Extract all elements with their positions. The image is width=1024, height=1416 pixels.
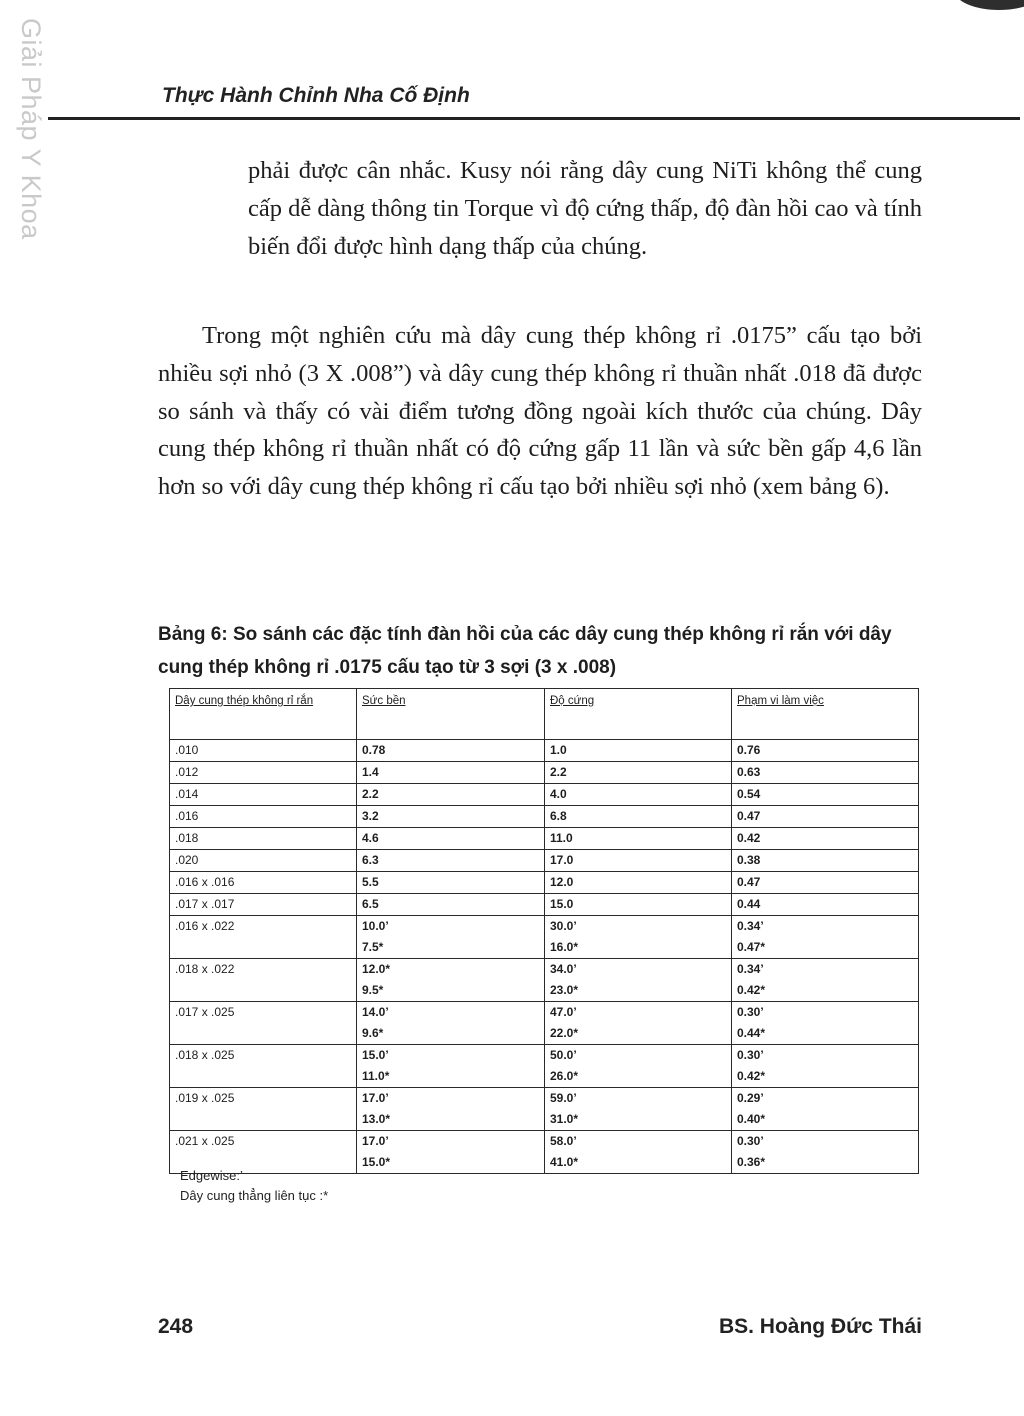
cell-value: 0.42 [737, 831, 761, 845]
table-cell-range [732, 1002, 919, 1045]
table-cell-wire: .018 x .022 [170, 959, 357, 1002]
table-cell-range [732, 959, 919, 1002]
cell-value: 0.34’ [737, 962, 764, 976]
table-cell-stiffness [545, 850, 732, 872]
table-cell-range [732, 806, 919, 828]
table-cell-strength [357, 1045, 545, 1088]
table-notes [180, 1166, 328, 1206]
table-cell-stiffness [545, 828, 732, 850]
cell-value: 0.76 [737, 743, 761, 757]
table-cell-wire: .021 x .025 [170, 1131, 357, 1174]
header-rule [48, 117, 1020, 120]
cell-value: 0.42* [737, 1069, 766, 1083]
cell-value: 50.0’ [550, 1048, 577, 1062]
table-cell-range [732, 828, 919, 850]
cell-value: 15.0 [550, 897, 574, 911]
table-header-row [170, 689, 919, 740]
table-row [170, 762, 919, 784]
table-caption: Bảng 6: So sánh các đặc tính đàn hồi của các dây cung thép không rỉ rắn với dây cung thép không rỉ .0175 cấu tạo từ 3 sợi (3 x .008) [158, 624, 892, 678]
footer-author: BS. Hoàng Đức Thái [718, 1315, 922, 1338]
cell-value: 0.29’ [737, 1091, 764, 1105]
cell-value: 12.0 [550, 875, 574, 889]
table-cell-range [732, 850, 919, 872]
cell-value: 31.0* [550, 1112, 579, 1126]
table-cell-stiffness [545, 916, 732, 959]
table-cell-range [732, 762, 919, 784]
table-row [170, 1088, 919, 1131]
cell-value: 0.44* [737, 1026, 766, 1040]
cell-value: 0.38 [737, 853, 761, 867]
table-cell-strength [357, 850, 545, 872]
cell-value: 0.47* [737, 940, 766, 954]
table-cell-wire: .017 x .017 [170, 894, 357, 916]
table-cell-strength [357, 1088, 545, 1131]
table-cell-wire: .010 [170, 740, 357, 762]
table-cell-stiffness [545, 1131, 732, 1174]
table-cell-stiffness [545, 1088, 732, 1131]
header-range: Phạm vi làm việc [732, 689, 919, 740]
cell-value: 17.0’ [362, 1134, 389, 1148]
table-cell-range [732, 872, 919, 894]
table-row [170, 916, 919, 959]
cell-value: 15.0’ [362, 1048, 389, 1062]
cell-value: 11.0 [550, 831, 573, 845]
cell-value: 22.0* [550, 1026, 579, 1040]
table-cell-strength [357, 894, 545, 916]
table-cell-strength [357, 1131, 545, 1174]
cell-value: 4.0 [550, 787, 567, 801]
cell-value: 47.0’ [550, 1005, 577, 1019]
table-cell-wire: .019 x .025 [170, 1088, 357, 1131]
header-stiffness: Độ cứng [545, 689, 732, 740]
cell-value: 10.0’ [362, 919, 389, 933]
cell-value: 0.30’ [737, 1005, 764, 1019]
table-row [170, 806, 919, 828]
cell-value: 9.6* [362, 1026, 384, 1040]
cell-value: 0.36* [737, 1155, 766, 1169]
table-cell-stiffness [545, 1045, 732, 1088]
table-cell-stiffness [545, 740, 732, 762]
cell-value: 1.4 [362, 765, 379, 779]
table-cell-wire: .018 [170, 828, 357, 850]
cell-value: 6.5 [362, 897, 379, 911]
paragraph-continued: phải được cân nhắc. Kusy nói rằng dây cung NiTi không thể cung cấp dễ dàng thông tin Torque vì độ cứng thấp, độ đàn hồi cao và tính biến đổi được hình dạng thấp của chúng. [248, 157, 922, 260]
table-row [170, 850, 919, 872]
table-cell-wire: .017 x .025 [170, 1002, 357, 1045]
cell-value: 17.0 [550, 853, 574, 867]
cell-value: 41.0* [550, 1155, 579, 1169]
table-cell-stiffness [545, 872, 732, 894]
note-straight-wire: Dây cung thẳng liên tục :* [180, 1188, 329, 1203]
cell-value: 59.0’ [550, 1091, 577, 1105]
table-cell-range [732, 894, 919, 916]
table-cell-stiffness [545, 1002, 732, 1045]
header-wire: Dây cung thép không rỉ rắn [170, 689, 357, 740]
page-number: 248 [158, 1315, 194, 1338]
cell-value: 0.40* [737, 1112, 766, 1126]
table-cell-wire: .016 x .016 [170, 872, 357, 894]
cell-value: 6.8 [550, 809, 567, 823]
table-row [170, 959, 919, 1002]
table-cell-stiffness [545, 894, 732, 916]
header-strength: Sức bền [357, 689, 545, 740]
cell-value: 5.5 [362, 875, 379, 889]
cell-value: 13.0* [362, 1112, 391, 1126]
paragraph-main: Trong một nghiên cứu mà dây cung thép không rỉ .0175” cấu tạo bởi nhiều sợi nhỏ (3 X .008”) và dây cung thép không rỉ thuần nhất .018 đã được so sánh và thấy có vài điểm tương đồng ngoài kích thước của chúng. Dây cung thép không rỉ thuần nhất có độ cứng gấp 11 lần và sức bền gấp 4,6 lần hơn so với dây cung thép không rỉ cấu tạo bởi nhiều sợi nhỏ (xem bảng 6). [158, 322, 922, 501]
table-row [170, 740, 919, 762]
cell-value: 7.5* [362, 940, 384, 954]
cell-value: 12.0* [362, 962, 391, 976]
cell-value: 14.0’ [362, 1005, 389, 1019]
cell-value: 6.3 [362, 853, 379, 867]
cell-value: 0.30’ [737, 1048, 764, 1062]
table-cell-strength [357, 740, 545, 762]
table-cell-range [732, 916, 919, 959]
table-cell-range [732, 784, 919, 806]
table-cell-strength [357, 916, 545, 959]
cell-value: 11.0* [362, 1069, 390, 1083]
wire-properties-table [169, 688, 919, 1174]
table-row [170, 1045, 919, 1088]
table-row [170, 784, 919, 806]
table-row [170, 872, 919, 894]
table-cell-wire: .016 [170, 806, 357, 828]
table-cell-wire: .020 [170, 850, 357, 872]
cell-value: 0.54 [737, 787, 761, 801]
cell-value: 0.63 [737, 765, 761, 779]
table-cell-stiffness [545, 959, 732, 1002]
table-cell-range [732, 1131, 919, 1174]
cell-value: 0.47 [737, 875, 761, 889]
cell-value: 1.0 [550, 743, 567, 757]
cell-value: 4.6 [362, 831, 379, 845]
note-edgewise: Edgewise:’ [180, 1168, 243, 1183]
table-cell-range [732, 1088, 919, 1131]
table-cell-wire: .014 [170, 784, 357, 806]
table-row [170, 828, 919, 850]
table-cell-stiffness [545, 784, 732, 806]
cell-value: 30.0’ [550, 919, 577, 933]
cell-value: 3.2 [362, 809, 379, 823]
cell-value: 15.0* [362, 1155, 391, 1169]
table-body [170, 740, 919, 1174]
table-cell-strength [357, 806, 545, 828]
cell-value: 58.0’ [550, 1134, 577, 1148]
table-row [170, 894, 919, 916]
cell-value: 34.0’ [550, 962, 577, 976]
corner-scan-shadow [954, 0, 1024, 10]
table-cell-stiffness [545, 762, 732, 784]
watermark: Giải Pháp Y Khoa [16, 18, 46, 240]
table-cell-wire: .016 x .022 [170, 916, 357, 959]
cell-value: 0.34’ [737, 919, 764, 933]
table-cell-range [732, 740, 919, 762]
cell-value: 16.0* [550, 940, 579, 954]
table-cell-strength [357, 828, 545, 850]
table-cell-wire: .018 x .025 [170, 1045, 357, 1088]
cell-value: 26.0* [550, 1069, 579, 1083]
table-cell-range [732, 1045, 919, 1088]
cell-value: 0.47 [737, 809, 761, 823]
cell-value: 9.5* [362, 983, 384, 997]
cell-value: 2.2 [550, 765, 567, 779]
table-cell-strength [357, 1002, 545, 1045]
cell-value: 0.78 [362, 743, 386, 757]
table-cell-strength [357, 872, 545, 894]
cell-value: 23.0* [550, 983, 579, 997]
cell-value: 17.0’ [362, 1091, 389, 1105]
table-cell-wire: .012 [170, 762, 357, 784]
table-cell-stiffness [545, 806, 732, 828]
table-row [170, 1002, 919, 1045]
running-header: Thực Hành Chỉnh Nha Cố Định [162, 84, 470, 107]
cell-value: 2.2 [362, 787, 379, 801]
table-cell-strength [357, 784, 545, 806]
cell-value: 0.44 [737, 897, 761, 911]
cell-value: 0.30’ [737, 1134, 764, 1148]
cell-value: 0.42* [737, 983, 766, 997]
table-cell-strength [357, 959, 545, 1002]
table-cell-strength [357, 762, 545, 784]
